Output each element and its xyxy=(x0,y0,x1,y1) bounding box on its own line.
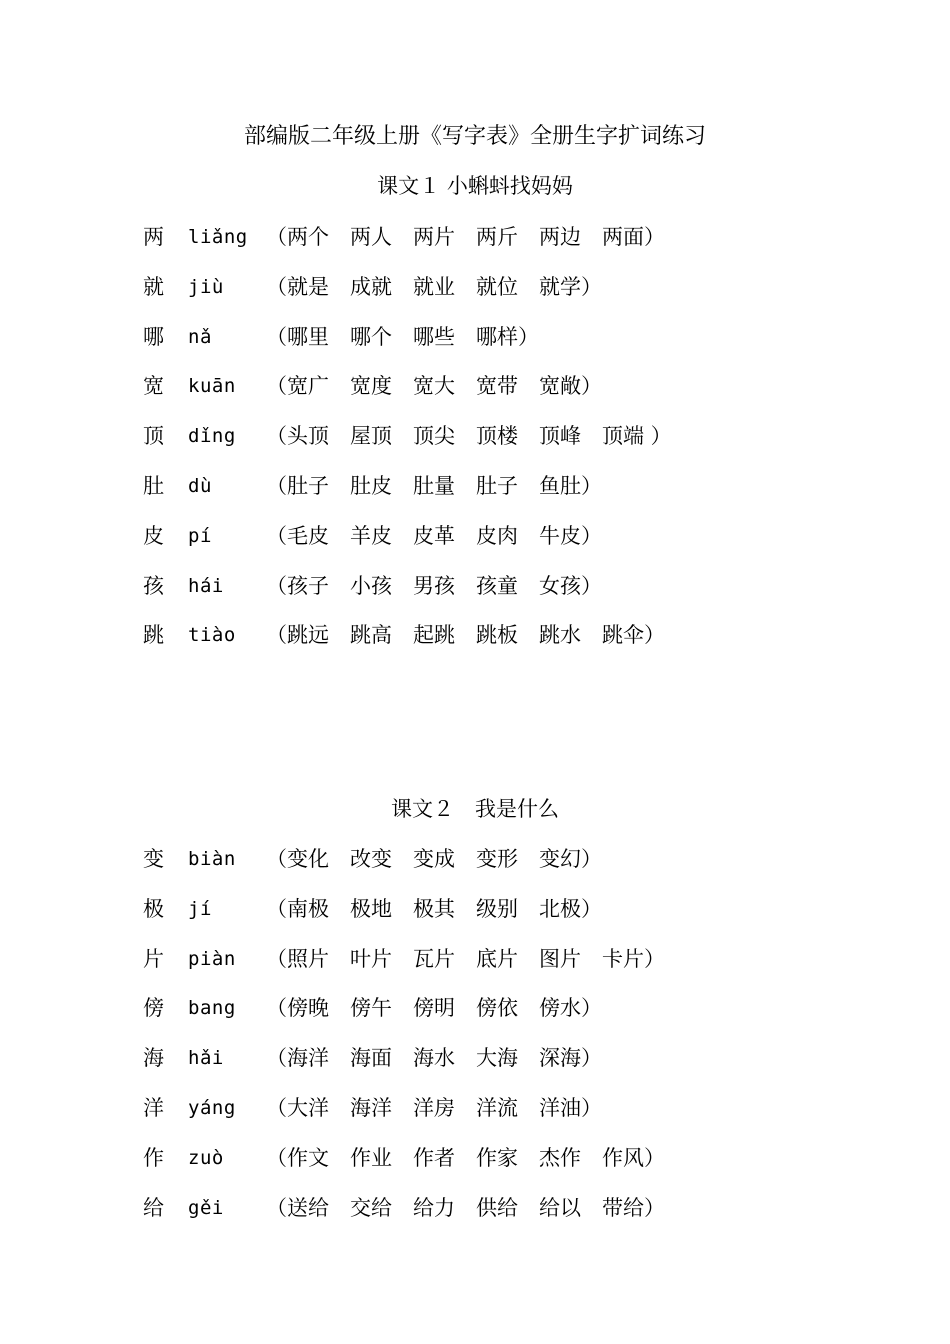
vocab-row xyxy=(143,323,672,373)
vocab-words: （海洋 海面 海水 大海 深海） xyxy=(266,1046,602,1071)
vocab-character: 顶 xyxy=(143,424,164,449)
vocab-pinyin: nǎ xyxy=(188,325,212,348)
vocab-character: 傍 xyxy=(143,996,164,1021)
vocab-character: 海 xyxy=(143,1046,164,1071)
vocab-words: （跳远 跳高 起跳 跳板 跳水 跳伞） xyxy=(266,623,665,648)
vocab-character: 皮 xyxy=(143,523,164,548)
vocab-row xyxy=(143,1144,665,1194)
vocab-character: 片 xyxy=(143,946,164,971)
vocab-words: （照片 叶片 瓦片 底片 图片 卡片） xyxy=(266,946,665,971)
vocab-pinyin: zuò xyxy=(188,1146,224,1169)
vocab-character: 极 xyxy=(143,896,164,921)
vocab-words: （变化 改变 变成 变形 变幻） xyxy=(266,847,602,871)
vocab-pinyin: jiù xyxy=(188,275,224,298)
vocab-row xyxy=(143,572,672,622)
vocab-character: 作 xyxy=(143,1145,164,1170)
vocab-pinyin: hǎi xyxy=(188,1047,224,1070)
vocab-words: （作文 作业 作者 作家 杰作 作风） xyxy=(266,1145,665,1170)
vocab-pinyin: piàn xyxy=(188,947,236,970)
vocab-pinyin: gěi xyxy=(188,1196,224,1219)
vocab-character: 孩 xyxy=(143,573,164,598)
vocab-character: 给 xyxy=(143,1195,164,1220)
lesson-1-heading xyxy=(0,172,950,200)
vocab-pinyin: bang xyxy=(188,997,236,1020)
vocab-pinyin: liǎng xyxy=(188,226,248,248)
vocab-character: 变 xyxy=(143,847,164,871)
lesson-1-heading-text: 课文１ 小蝌蚪找妈妈 xyxy=(377,174,573,198)
vocab-words: （送给 交给 给力 供给 给以 带给） xyxy=(266,1195,665,1220)
vocab-words: （头顶 屋顶 顶尖 顶楼 顶峰 顶端 ） xyxy=(266,424,672,449)
vocab-words: （哪里 哪个 哪些 哪样） xyxy=(266,324,539,349)
vocab-row xyxy=(143,1194,665,1244)
vocab-pinyin: yáng xyxy=(188,1096,236,1119)
vocab-pinyin: tiào xyxy=(188,624,236,647)
vocab-words: （傍晚 傍午 傍明 傍依 傍水） xyxy=(266,996,602,1021)
vocab-character: 洋 xyxy=(143,1095,164,1120)
vocab-words: （南极 极地 极其 级别 北极） xyxy=(266,896,602,921)
vocab-row xyxy=(143,372,672,422)
document-title: 部编版二年级上册《写字表》全册生字扩词练习 xyxy=(243,124,706,149)
vocab-row xyxy=(143,223,672,273)
vocab-pinyin: hái xyxy=(188,574,224,597)
lesson-2-heading: 课文２ 我是什么 xyxy=(391,797,559,821)
vocab-row xyxy=(143,895,665,945)
vocab-character: 肚 xyxy=(143,473,164,498)
vocab-row xyxy=(143,522,672,572)
lesson-2-word-list xyxy=(143,845,665,1243)
vocab-row xyxy=(143,994,665,1044)
vocab-row xyxy=(143,845,665,895)
vocab-row xyxy=(143,472,672,522)
vocab-pinyin: pí xyxy=(188,524,212,547)
vocab-words: （孩子 小孩 男孩 孩童 女孩） xyxy=(266,573,602,598)
vocab-words: （大洋 海洋 洋房 洋流 洋油） xyxy=(266,1095,602,1120)
vocab-words: （毛皮 羊皮 皮革 皮肉 牛皮） xyxy=(266,523,602,548)
vocab-pinyin: dù xyxy=(188,474,212,497)
vocab-row xyxy=(143,945,665,995)
vocab-row xyxy=(143,621,672,671)
vocab-row xyxy=(143,1044,665,1094)
vocab-words: （就是 成就 就业 就位 就学） xyxy=(266,274,602,299)
vocab-words: （宽广 宽度 宽大 宽带 宽敞） xyxy=(266,374,602,399)
vocab-row xyxy=(143,273,672,323)
vocab-pinyin: dǐng xyxy=(188,425,236,448)
vocab-pinyin: biàn xyxy=(188,848,236,870)
vocab-character: 跳 xyxy=(143,623,164,648)
vocab-row xyxy=(143,1094,665,1144)
vocab-words: （两个 两人 两片 两斤 两边 两面） xyxy=(266,225,665,249)
lesson-1-word-list xyxy=(143,223,672,671)
vocab-character: 宽 xyxy=(143,374,164,399)
vocab-words: （肚子 肚皮 肚量 肚子 鱼肚） xyxy=(266,473,602,498)
vocab-character: 就 xyxy=(143,274,164,299)
vocab-character: 两 xyxy=(143,225,164,249)
vocab-pinyin: jí xyxy=(188,897,212,920)
vocab-character: 哪 xyxy=(143,324,164,349)
vocab-row xyxy=(143,422,672,472)
vocab-pinyin: kuān xyxy=(188,375,236,398)
